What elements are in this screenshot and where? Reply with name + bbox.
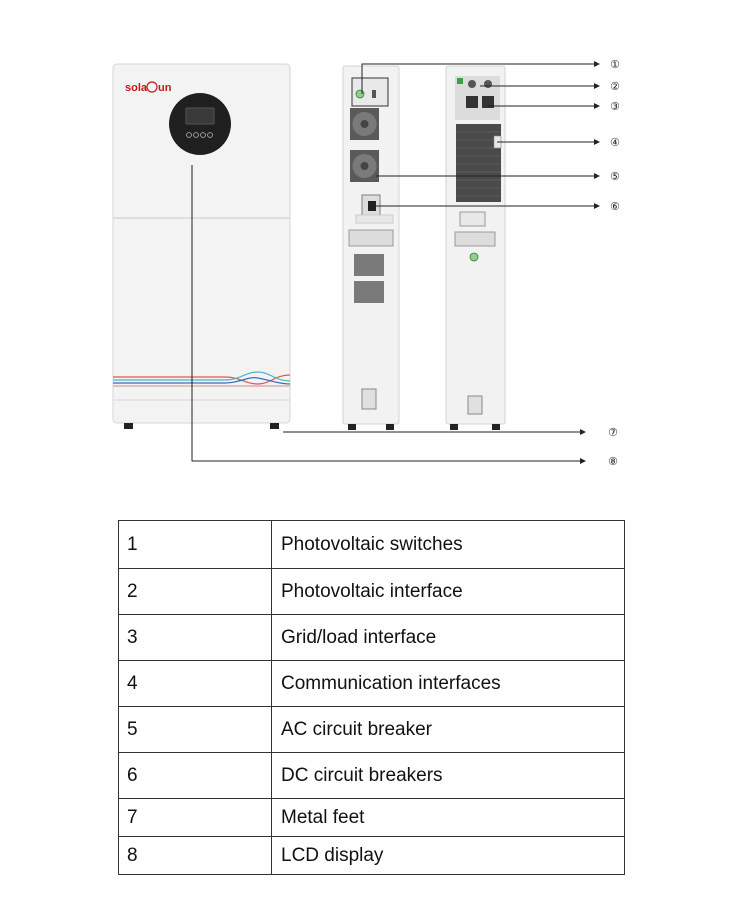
marker-4: ④ (610, 136, 620, 149)
front-foot-right (270, 423, 279, 429)
table-row (119, 707, 625, 753)
table-row (119, 661, 625, 707)
table-row (119, 521, 625, 569)
row-label: Grid/load interface (272, 615, 625, 661)
rear-unit (446, 66, 505, 430)
row-number: 5 (119, 707, 272, 753)
brand-left: sola (125, 82, 148, 94)
row-label: AC circuit breaker (272, 707, 625, 753)
table-row (119, 615, 625, 661)
callout-markers (608, 58, 620, 468)
row-label: Metal feet (272, 799, 625, 837)
callout-arrowheads (580, 61, 600, 464)
marker-6: ⑥ (610, 200, 620, 213)
table-row (119, 799, 625, 837)
row-number: 8 (119, 837, 272, 875)
legend-table (118, 520, 625, 875)
marker-2: ② (610, 80, 620, 93)
lcd-panel (169, 93, 231, 155)
row-number: 7 (119, 799, 272, 837)
marker-5: ⑤ (610, 170, 620, 183)
marker-1: ① (610, 58, 620, 71)
row-number: 3 (119, 615, 272, 661)
row-label: Photovoltaic interface (272, 569, 625, 615)
marker-7: ⑦ (608, 426, 618, 439)
row-number: 6 (119, 753, 272, 799)
row-label: Photovoltaic switches (272, 521, 625, 569)
side-unit (343, 66, 399, 430)
brand-right: un (158, 82, 172, 94)
table-row (119, 569, 625, 615)
row-label: LCD display (272, 837, 625, 875)
front-unit (113, 64, 290, 429)
row-label: Communication interfaces (272, 661, 625, 707)
row-label: DC circuit breakers (272, 753, 625, 799)
row-number: 1 (119, 521, 272, 569)
row-number: 4 (119, 661, 272, 707)
table-row (119, 753, 625, 799)
front-foot-left (124, 423, 133, 429)
table-row (119, 837, 625, 875)
marker-8: ⑧ (608, 455, 618, 468)
row-number: 2 (119, 569, 272, 615)
marker-3: ③ (610, 100, 620, 113)
fan-upper (350, 108, 379, 140)
fan-lower (350, 150, 379, 182)
